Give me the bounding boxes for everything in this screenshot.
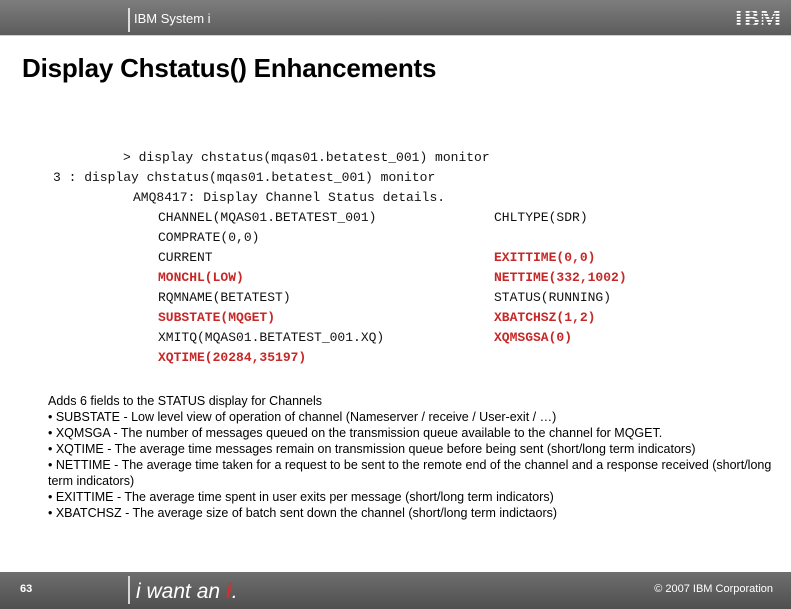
status-field-line: SUBSTATE(MQGET) (158, 310, 276, 325)
bullet-list (48, 393, 778, 521)
bullet-item: • XBATCHSZ - The average size of batch sent down the channel (short/long term indictaors) (48, 506, 558, 520)
tagline (136, 580, 238, 604)
status-message: AMQ8417: Display Channel Status details. (133, 190, 446, 205)
status-left-column (158, 208, 384, 368)
status-field-line (494, 348, 627, 368)
status-field-line: XBATCHSZ(1,2) (494, 310, 596, 325)
bullet-intro: Adds 6 fields to the STATUS display for Channels (48, 394, 322, 408)
tagline-prefix: i want an (136, 580, 226, 603)
tagline-i: i (225, 580, 232, 603)
copyright: © 2007 IBM Corporation (654, 583, 773, 595)
status-field-line: XQTIME(20284,35197) (158, 350, 307, 365)
status-field-line: CHANNEL(MQAS01.BETATEST_001) (158, 210, 377, 225)
status-field-line: XMITQ(MQAS01.BETATEST_001.XQ) (158, 330, 385, 345)
brand-title: IBM System i (134, 11, 211, 26)
page-title: Display Chstatus() Enhancements (22, 53, 437, 83)
status-field-line: MONCHL(LOW) (158, 270, 244, 285)
ibm-logo-icon (732, 5, 784, 29)
status-field-line: XQMSGSA(0) (494, 330, 573, 345)
footer-separator (128, 576, 130, 604)
status-field-line: COMPRATE(0,0) (158, 230, 260, 245)
command-line-1: > display chstatus(mqas01.betatest_001) monitor (123, 150, 490, 165)
footer-bar (0, 572, 791, 609)
status-field-line: EXITTIME(0,0) (494, 250, 596, 265)
header-separator (128, 8, 130, 32)
status-field-line: CHLTYPE(SDR) (494, 210, 588, 225)
bullet-item: • XQTIME - The average time messages remain on transmission queue before being sent (short/long term indicators) (48, 442, 696, 456)
status-field-line: NETTIME(332,1002) (494, 270, 627, 285)
status-right-column (494, 208, 627, 368)
tagline-suffix: . (231, 580, 238, 603)
header-rule (0, 35, 791, 36)
bullet-item: • EXITTIME - The average time spent in user exits per message (short/long term indicators) (48, 490, 554, 504)
bullet-item: • SUBSTATE - Low level view of operation of channel (Nameserver / receive / User-exit / …) (48, 410, 557, 424)
status-field-line (494, 228, 627, 248)
page-number: 63 (20, 583, 33, 595)
bullet-item: • NETTIME - The average time taken for a request to be sent to the remote end of the channel and a response received (short/long term indicators) (48, 458, 772, 488)
command-line-2: 3 : display chstatus(mqas01.betatest_001) monitor (53, 170, 436, 185)
header-bar (0, 0, 791, 35)
status-field-line: CURRENT (158, 250, 213, 265)
status-field-line: STATUS(RUNNING) (494, 290, 612, 305)
bullet-item: • XQMSGA - The number of messages queued on the transmission queue available to the channel for MQGET. (48, 426, 663, 440)
status-field-line: RQMNAME(BETATEST) (158, 290, 291, 305)
